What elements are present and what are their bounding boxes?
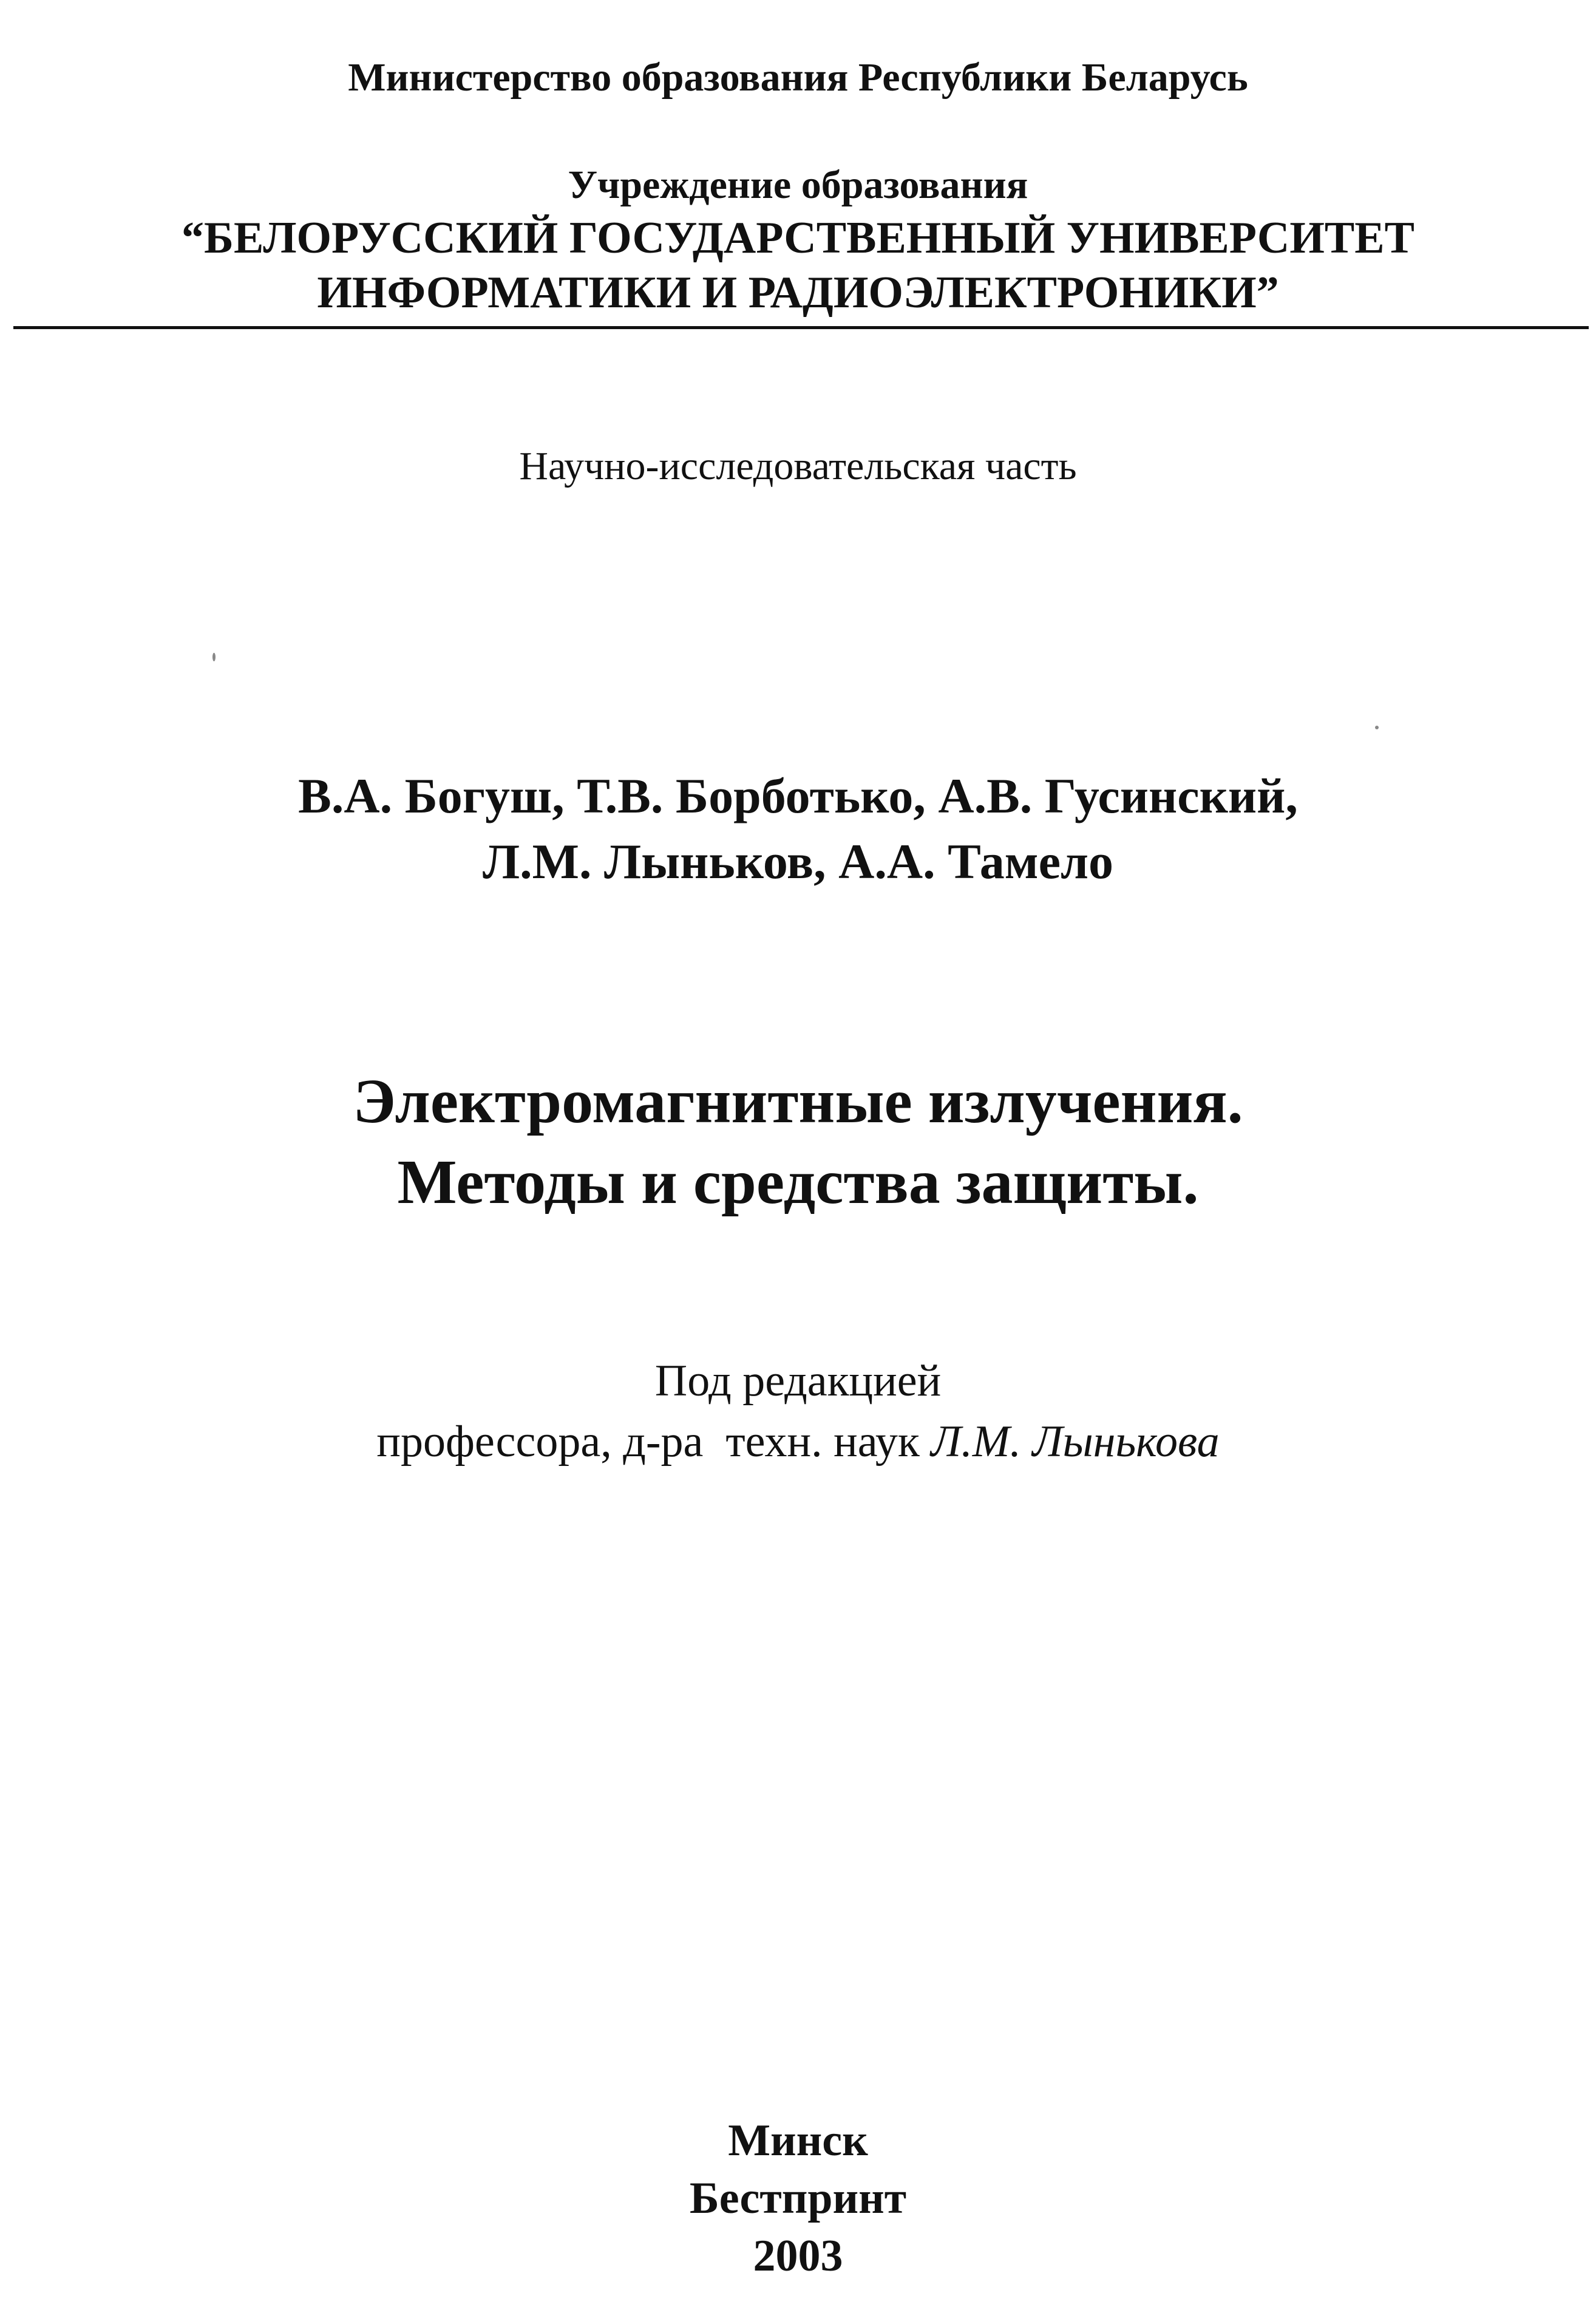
institution-name-line-2: ИНФОРМАТИКИ И РАДИОЭЛЕКТРОНИКИ” — [317, 268, 1279, 318]
authors-line-2: Л.М. Лыньков, А.А. Тамело — [483, 834, 1113, 889]
authors-line-1: В.А. Богуш, Т.В. Борботько, А.В. Гусинский, — [298, 768, 1298, 823]
imprint-city: Минск — [728, 2116, 868, 2166]
book-title-line-2: Методы и средства защиты. — [397, 1147, 1199, 1217]
book-title-line-1: Электромагнитные излучения. — [353, 1066, 1243, 1136]
scan-speck — [212, 653, 216, 661]
institution-name-line-1: “БЕЛОРУССКИЙ ГОСУДАРСТВЕННЫЙ УНИВЕРСИТЕТ — [182, 213, 1414, 263]
editor-credentials: профессора, д-ра техн. наук — [376, 1417, 920, 1467]
imprint-publisher: Бестпринт — [689, 2173, 907, 2223]
editor-credit — [0, 1417, 1596, 1467]
department-name: Научно-исследовательская часть — [519, 444, 1077, 488]
scan-speck — [1375, 726, 1379, 729]
editor-name: Л.М. Лынькова — [931, 1417, 1220, 1467]
header-divider — [13, 326, 1589, 329]
institution-label: Учреждение образования — [568, 163, 1028, 207]
ministry-heading: Министерство образования Республики Беларусь — [348, 55, 1248, 100]
edited-by-label: Под редакцией — [654, 1356, 942, 1406]
imprint-year: 2003 — [753, 2231, 843, 2281]
